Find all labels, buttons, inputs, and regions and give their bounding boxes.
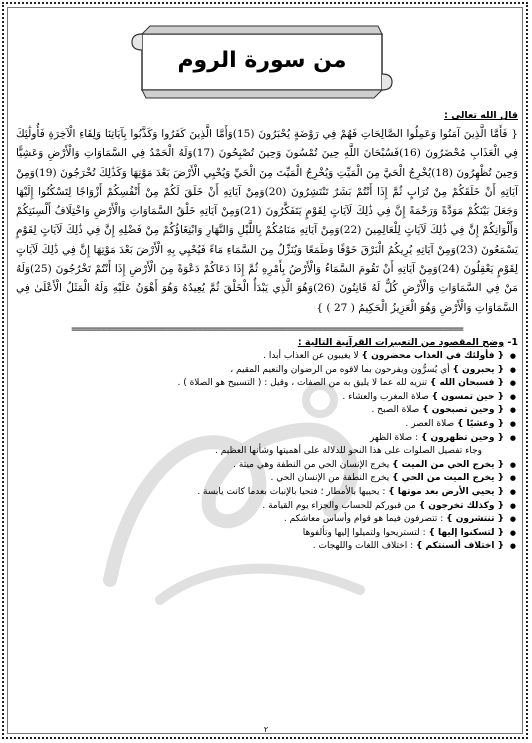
note-term: { حين تمسون } [431, 391, 504, 402]
list-item [16, 527, 504, 541]
list-item [16, 540, 504, 554]
note-term: { وكذلك تخرجون } [418, 500, 504, 511]
note-text: أي يُسرُّون ويفرحون بما لاقوه من الرضوان والنعيم المقيم ، [230, 364, 453, 375]
list-item [16, 418, 504, 432]
list-item [16, 486, 504, 500]
note-term: { لتسكنوا إليها } [428, 527, 504, 538]
note-text: يخرج الإنسان الحي من النطفة وهي ميتة . [233, 459, 393, 470]
list-item [16, 404, 504, 418]
note-term: { اختلاف ألسنتكم } [415, 541, 504, 552]
notes-list-2 [16, 459, 518, 554]
page-number: ٢ [263, 725, 269, 734]
note-term: { يخرج الميت من الحي } [392, 473, 504, 484]
title-scroll-banner [128, 20, 396, 104]
note-text: صلاة المغرب والعشاء . [342, 391, 432, 402]
note-term: { وحين تصبحون } [422, 405, 504, 416]
note-text: تنزيه لله عما لا يليق به من الصفات ، وقيل : ( التسبيح هو الصلاة ) . [177, 378, 430, 389]
note-text: من قبوركم للحساب والجزاء يوم القيامة . [262, 500, 419, 511]
note-term: { فسبحان الله } [429, 378, 504, 389]
note-text: : صلاة الظهر [369, 432, 421, 443]
section-title: وضح المقصود من التعبيرات القرآنية التالية : [297, 336, 505, 348]
notes-list [16, 350, 518, 445]
note-term: { يحيي الأرض بعد موتها } [388, 486, 504, 497]
section-heading [16, 337, 518, 348]
note-text: يخرج النطفة من الإنسان الحي . [270, 473, 393, 484]
note-text: صلاة الصبح . [371, 405, 423, 416]
note-text: : اختلاف اللغات واللهجات . [312, 541, 416, 552]
list-item [16, 513, 504, 527]
list-item [16, 377, 504, 391]
note-text: : تتصرفون فيما هو قوام وأساس معاشكم . [283, 514, 447, 525]
list-item [16, 472, 504, 486]
note-text: صلاة العصر . [405, 418, 457, 429]
note-term: { فأولئك في العذاب محضرون } [361, 350, 504, 361]
intro-label: قال الله تعالى : [444, 110, 518, 121]
list-item [16, 459, 504, 473]
quran-verses: { فَأَمَّا الَّذِينَ آمَنُوا وَعَمِلُوا الصَّالِحَاتِ فَهُمْ فِي رَوْضَةٍ يُحْبَرُونَ (15)وَأَمَّا الَّذِينَ كَفَرُوا وَكَذَّبُوا بِآيَاتِنَا وَلِقَاءِ الْآخِرَةِ فَأُولَٰئِكَ فِي الْعَذَابِ مُحْضَرُونَ (16)فَسُبْحَانَ اللَّهِ حِينَ تُمْسُونَ وَحِينَ تُصْبِحُونَ (17)وَلَهُ الْحَمْدُ فِي السَّمَاوَاتِ وَالْأَرْضِ وَعَشِيًّا وَحِينَ تُظْهِرُونَ (18)يُخْرِجُ الْحَيَّ مِنَ الْمَيِّتِ وَيُخْرِجُ الْمَيِّتَ مِنَ الْحَيِّ وَيُحْيِي الْأَرْضَ بَعْدَ مَوْتِهَا وَكَذَٰلِكَ تُخْرَجُونَ (19)وَمِنْ آيَاتِهِ أَنْ خَلَقَكُمْ مِنْ تُرَابٍ ثُمَّ إِذَا أَنْتُمْ بَشَرٌ تَنْتَشِرُونَ (20)وَمِنْ آيَاتِهِ أَنْ خَلَقَ لَكُمْ مِنْ أَنْفُسِكُمْ أَزْوَاجًا لِتَسْكُنُوا إِلَيْهَا وَجَعَلَ بَيْنَكُمْ مَوَدَّةً وَرَحْمَةً إِنَّ فِي ذَٰلِكَ لَآيَاتٍ لِقَوْمٍ يَتَفَكَّرُونَ (21)وَمِنْ آيَاتِهِ خَلْقُ السَّمَاوَاتِ وَالْأَرْضِ وَاخْتِلَافُ أَلْسِنَتِكُمْ وَأَلْوَانِكُمْ إِنَّ فِي ذَٰلِكَ لَآيَاتٍ لِلْعَالِمِينَ (22)وَمِنْ آيَاتِهِ مَنَامُكُمْ بِاللَّيْلِ وَالنَّهَارِ وَابْتِغَاؤُكُمْ مِنْ فَضْلِهِ إِنَّ فِي ذَٰلِكَ لَآيَاتٍ لِقَوْمٍ يَسْمَعُونَ (23)وَمِنْ آيَاتِهِ يُرِيكُمُ الْبَرْقَ خَوْفًا وَطَمَعًا وَيُنَزِّلُ مِنَ السَّمَاءِ مَاءً فَيُحْيِي بِهِ الْأَرْضَ بَعْدَ مَوْتِهَا إِنَّ فِي ذَٰلِكَ لَآيَاتٍ لِقَوْمٍ يَعْقِلُونَ (24)وَمِنْ آيَاتِهِ أَنْ تَقُومَ السَّمَاءُ وَالْأَرْضُ بِأَمْرِهِ ثُمَّ إِذَا دَعَاكُمْ دَعْوَةً مِنَ الْأَرْضِ إِذَا أَنْتُمْ تَخْرُجُونَ (25)وَلَهُ مَنْ فِي السَّمَاوَاتِ وَالْأَرْضِ كُلٌّ لَهُ قَانِتُونَ (26)وَهُوَ الَّذِي يَبْدَأُ الْخَلْقَ ثُمَّ يُعِيدُهُ وَهُوَ أَهْوَنُ عَلَيْهِ وَلَهُ الْمَثَلُ الْأَعْلَىٰ فِي السَّمَاوَاتِ وَالْأَرْضِ وَهُوَ الْعَزِيزُ الْحَكِيمُ ( 27 ) } [16, 128, 519, 314]
note-text: : لتستريحوا ولتميلوا إليها وتألفوها [302, 527, 429, 538]
note-term: { وحين تظهرون } [420, 432, 504, 443]
list-item [16, 364, 504, 378]
page-title: من سورة الروم [177, 48, 347, 73]
note-text: : يحييها بالأمطار ؛ فتحيا بالإنبات بعدما كانت يابسة . [197, 486, 389, 497]
section-number: 1- [507, 336, 518, 348]
list-item [16, 500, 504, 514]
list-item [16, 391, 504, 405]
section-separator: ============================================================================== [71, 323, 463, 335]
note-term: { تنتشرون } [446, 514, 504, 525]
note-term: { وعشيًا } [456, 418, 504, 429]
list-item [16, 350, 504, 364]
list-item [16, 432, 504, 446]
note-term: { يحبرون } [452, 364, 504, 375]
page-content [16, 110, 518, 554]
summary-note: وجاء تفصيل الصلوات على هذا النحو للدلالة على أهميتها وشأنها العظيم . [215, 446, 482, 457]
note-term: { يخرج الحي من الميت } [392, 459, 504, 470]
note-text: لا يغيبون عن العذاب أبدا . [263, 350, 362, 361]
